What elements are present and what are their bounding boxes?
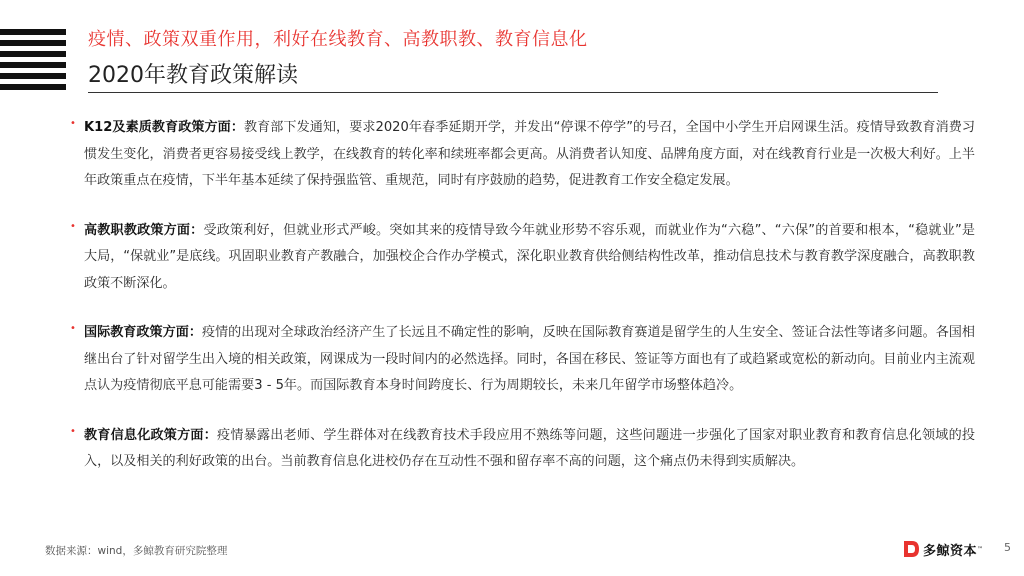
bullet-icon: • [70,425,76,437]
section-label: K12及素质教育政策方面： [84,120,244,135]
section-higher-vocational [70,218,975,298]
decorative-stripes [0,29,66,95]
section-paragraph [84,320,975,400]
section-international [70,320,975,400]
section-label: 教育信息化政策方面： [84,427,218,443]
whale-logo-icon [902,539,920,559]
page-title: 2020年教育政策解读 [88,63,298,88]
page-headline: 疫情、政策双重作用，利好在线教育、高教职教、教育信息化 [88,29,588,50]
section-text: 疫情的出现对全球政治经济产生了长远且不确定性的影响，反映在国际教育赛道是留学生的人生安全、签证合法性等诸多问题。各国相继出台了针对留学生出入境的相关政策，网课成为一段时间内的必然选择。同时，各国在移民、签证等方面也有了或趋紧或宽松的新动向。目前业内主流观点认为疫情彻底平息可能需要3 - 5年。而国际教育本身时间跨度长、行为周期较长，未来几年留学市场整体趋冷。 [84,325,976,393]
page-number: 5 [1004,541,1011,554]
data-source-note: 数据来源：wind，多鲸教育研究院整理 [45,545,228,557]
bullet-icon: • [70,118,76,129]
brand-name: 多鲸资本 [923,543,978,559]
section-text: 教育部下发通知，要求2020年春季延期开学，并发出“停课不停学”的号召，全国中小学生开启网课生活。疫情导致教育消费习惯发生变化，消费者更容易接受线上教学，在线教育的转化率和续班率都会更高。从消费者认知度、品牌角度方面，对在线教育行业是一次极大利好。上半年政策重点在疫情，下半年基本延续了保持强监管、重规范，同时有序鼓励的趋势，促进教育工作安全稳定发展。 [84,120,975,188]
section-k12 [70,115,975,195]
bullet-icon: • [70,323,76,334]
section-text: 受政策利好，但就业形式严峻。突如其来的疫情导致今年就业形势不容乐观，而就业作为“六稳”、“六保”的首要和根本，“稳就业”是大局，“保就业”是底线。巩固职业教育产教融合，加强校企合作办学模式，深化职业教育供给侧结构性改革，推动信息技术与教育教学深度融合，高教职教政策不断深化。 [84,222,976,291]
content-body [70,115,975,499]
bullet-icon: • [70,220,76,232]
section-paragraph [84,115,975,195]
title-divider [88,92,938,93]
section-label: 国际教育政策方面： [84,325,202,340]
section-text: 疫情暴露出老师、学生群体对在线教育技术手段应用不熟练等问题，这些问题进一步强化了国家对职业教育和教育信息化领域的投入，以及相关的利好政策的出台。当前教育信息化进校仍存在互动性不强和留存率不高的问题，这个痛点仍未得到实质解决。 [84,427,975,469]
section-paragraph [84,423,975,476]
section-label: 高教职教政策方面： [84,222,204,238]
brand-logo [902,539,983,559]
section-paragraph [84,218,975,298]
trademark-mark: ™ [977,545,984,553]
section-informatization [70,423,975,476]
